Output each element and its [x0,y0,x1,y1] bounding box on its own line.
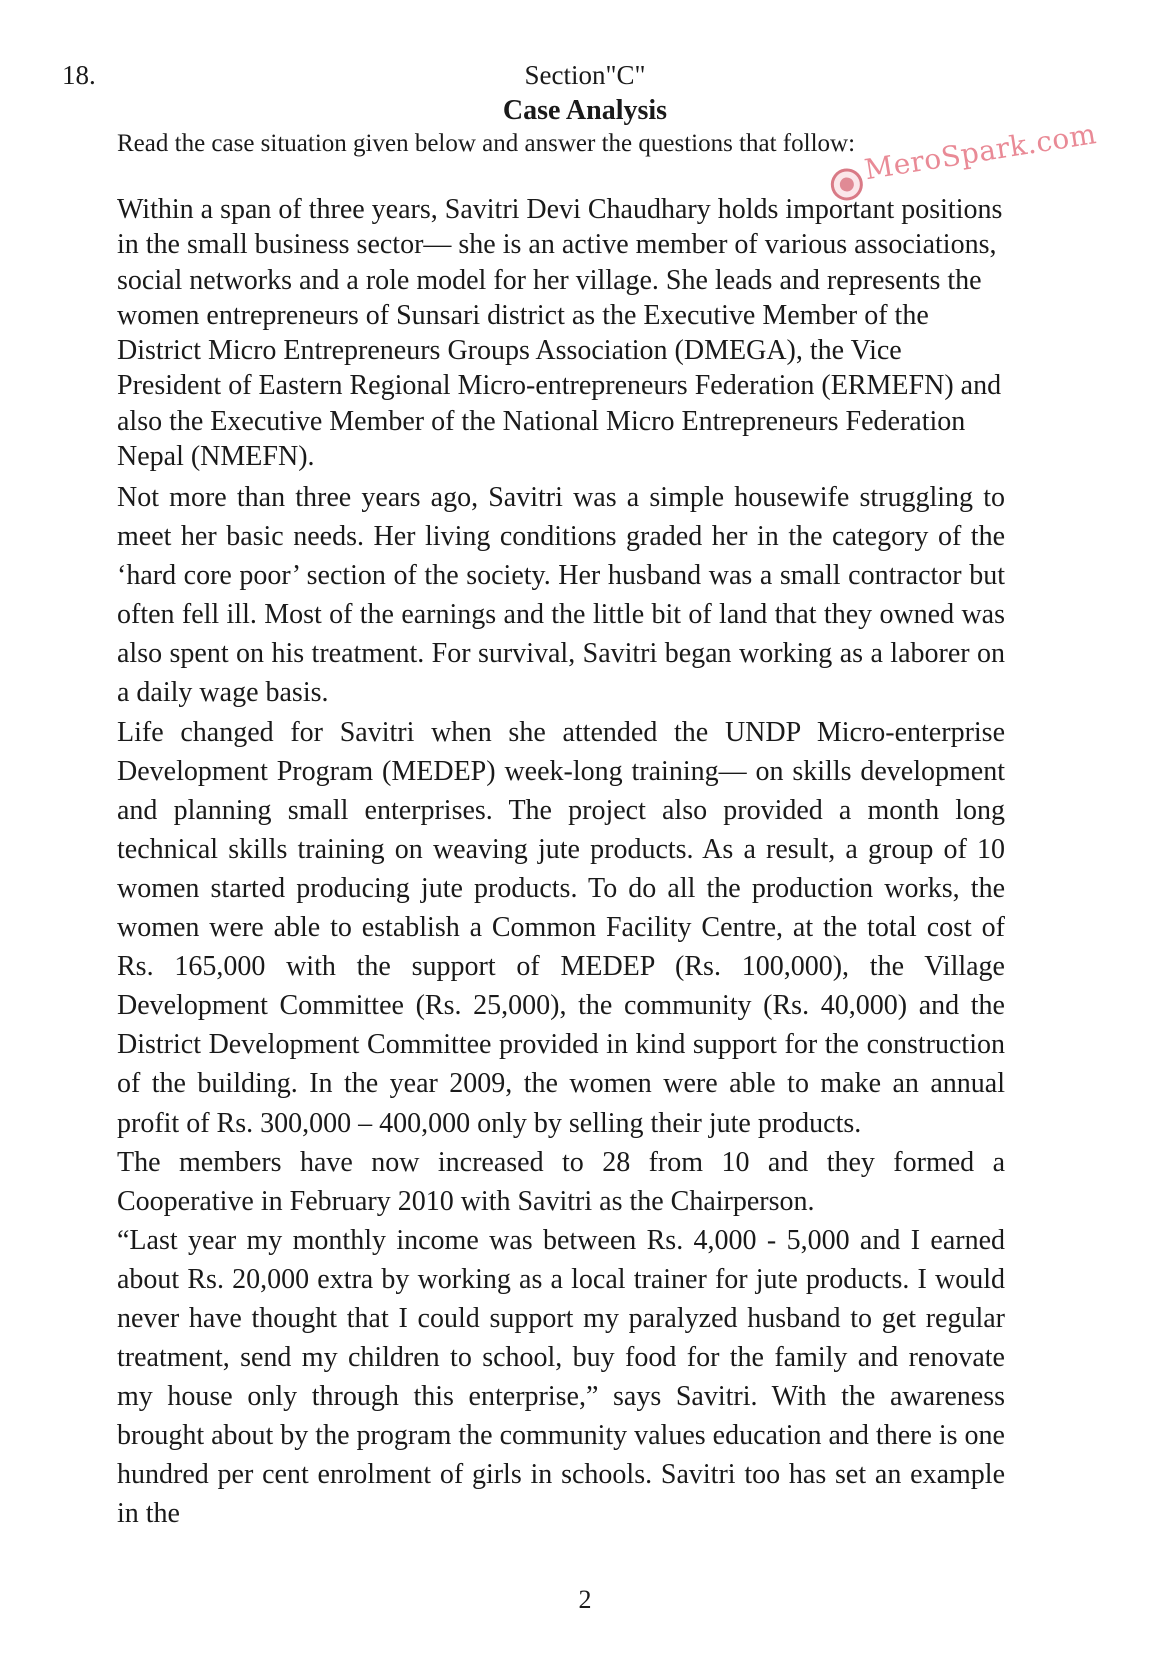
case-paragraph-5: “Last year my monthly income was between Rs. 4,000 - 5,000 and I earned about Rs. 20,000 extra by working as a local trainer for jute products. I would never have thought that I could support my paralyzed husband to get regular treatment, send my children to school, buy food for the family and renovate my house only through this enterprise,” says Savitri. With the awareness brought about by the program the community values education and there is one hundred per cent enrolment of girls in schools. Savitri too has set an example in the [117,1224,1005,1530]
case-analysis-title: Case Analysis [502,95,668,126]
case-paragraph-1: Within a span of three years, Savitri Devi Chaudhary holds important positions in the small business sector— she is an active member of various associations, social networks and a role model for her village. She leads and represents the women entrepreneurs of Sunsari district as the Executive Member of the District Micro Entrepreneurs Groups Association (DMEGA), the Vice President of Eastern Regional Micro-entrepreneurs Federation (ERMEFN) and also the Executive Member of the National Micro Entrepreneurs Federation Nepal (NMEFN). [117,194,1003,473]
instruction-text: Read the case situation given below and answer the questions that follow: [117,130,856,157]
case-paragraph-3: Life changed for Savitri when she attended the UNDP Micro-enterprise Development Program (MEDEP) week-long training— on skills development and planning small enterprises. The project also provided a month long technical skills training on weaving jute products. As a result, a group of 10 women started producing jute products. To do all the production works, the women were able to establish a Common Facility Centre, at the total cost of Rs. 165,000 with the support of MEDEP (Rs. 100,000), the Village Development Committee (Rs. 25,000), the community (Rs. 40,000) and the District Development Committee provided in kind support for the construction of the building. In the year 2009, the women were able to make an annual profit of Rs. 300,000 – 400,000 only by selling their jute products. [117,716,1005,1139]
watermark-text: MeroSpark.com [862,117,1099,187]
page-number: 2 [578,1585,592,1614]
case-paragraph-2: Not more than three years ago, Savitri was a simple housewife struggling to meet her basic needs. Her living conditions graded her in the category of the ‘hard core poor’ section of the society. Her husband was a small contractor but often fell ill. Most of the earnings and the little bit of land that they owned was also spent on his treatment. For survival, Savitri began working as a laborer on a daily wage basis. [117,482,1005,709]
section-title: Section"C" [524,60,646,90]
case-paragraph-4: The members have now increased to 28 from 10 and they formed a Cooperative in February 2010 with Savitri as the Chairperson. [117,1146,1005,1217]
question-number: 18. [62,60,96,90]
case-body [117,478,1005,1534]
